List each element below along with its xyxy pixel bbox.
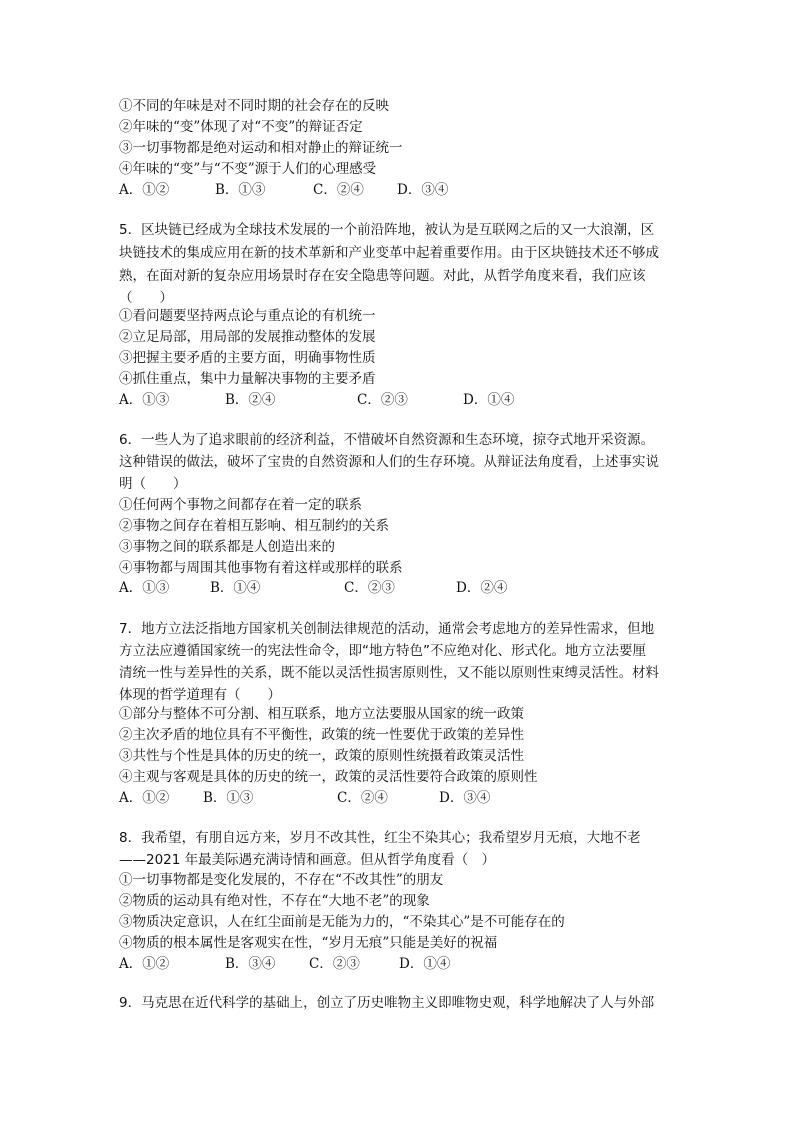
- option-4: ④年味的“变”与“不变”源于人们的心理感受: [119, 161, 377, 177]
- option-1: ①任何两个事物之间都存在着一定的联系: [119, 497, 362, 513]
- choice-a: A．①②: [119, 182, 170, 198]
- choice-b: B．③④: [225, 956, 276, 972]
- option-4: ④抓住重点，集中力量解决事物的主要矛盾: [119, 371, 376, 387]
- choice-c: C．②③: [309, 956, 360, 972]
- choice-d: D．③④: [439, 790, 491, 806]
- choice-c: C．②③: [344, 580, 395, 596]
- option-2: ②年味的“变”体现了对“不变”的辩证否定: [119, 119, 363, 135]
- choice-d: D．①④: [463, 392, 515, 408]
- question-stem-line: 清统一性与差异性的关系，既不能以灵活性损害原则性，又不能以原则性束缚灵活性。材料: [119, 665, 659, 681]
- answer-choices: [119, 578, 507, 598]
- option-3: ③把握主要矛盾的主要方面，明确事物性质: [119, 350, 376, 366]
- choice-b: B．①③: [215, 182, 266, 198]
- question-stem-line: 这种错误的做法，破坏了宝贵的自然资源和人们的生存环境。从辩证法角度看，上述事实说: [119, 454, 659, 470]
- answer-choices: [119, 954, 450, 974]
- question-stem-line: 6．一些人为了追求眼前的经济利益，不惜破坏自然资源和生态环境，掠夺式地开采资源。: [119, 432, 655, 448]
- question-stem-line: 9．马克思在近代科学的基础上，创立了历史唯物主义即唯物史观，科学地解决了人与外部: [119, 995, 655, 1011]
- question-stem-line: ——2021 年最美际遇充满诗情和画意。但从哲学角度看（ ）: [119, 852, 496, 868]
- choice-b: B．①④: [210, 580, 261, 596]
- question-stem-line: 方立法应遵循国家统一的宪法性命令，即“地方特色”不应绝对化、形式化。地方立法要厘: [119, 643, 646, 659]
- question-stem-line: 明（ ）: [119, 476, 187, 492]
- option-2: ②立足局部，用局部的发展推动整体的发展: [119, 329, 376, 345]
- option-1: ①部分与整体不可分割、相互联系，地方立法要服从国家的统一政策: [119, 706, 524, 722]
- question-stem-line: 8．我希望，有朋自远方来，岁月不改其性，红尘不染其心；我希望岁月无痕，大地不老: [119, 830, 641, 846]
- answer-blank: （ ）: [119, 290, 173, 306]
- choice-a: A．①③: [119, 392, 170, 408]
- option-1: ①看问题要坚持两点论与重点论的有机统一: [119, 308, 376, 324]
- option-4: ④事物都与周围其他事物有着这样或那样的联系: [119, 560, 403, 576]
- question-stem-line: 熟，在面对新的复杂应用场景时存在安全隐患等问题。对此，从哲学角度来看，我们应该: [119, 268, 646, 284]
- choice-b: B．②④: [225, 392, 276, 408]
- option-4: ④主观与客观是具体的历史的统一，政策的灵活性要符合政策的原则性: [119, 769, 538, 785]
- option-2: ②事物之间存在着相互影响、相互制约的关系: [119, 518, 389, 534]
- option-4: ④物质的根本属性是客观实在性，“岁月无痕”只能是美好的祝福: [119, 935, 498, 951]
- choice-c: C．②③: [357, 392, 408, 408]
- choice-a: A．①③: [119, 580, 170, 596]
- option-3: ③物质决定意识，人在红尘面前是无能为力的，“不染其心”是不可能存在的: [119, 914, 565, 930]
- option-3: ③共性与个性是具体的历史的统一，政策的原则性统摄着政策灵活性: [119, 748, 524, 764]
- option-3: ③一切事物都是绝对运动和相对静止的辩证统一: [119, 140, 403, 156]
- answer-choices: [119, 788, 490, 808]
- question-stem-line: 5．区块链已经成为全球技术发展的一个前沿阵地，被认为是互联网之后的又一大浪潮，区: [119, 222, 655, 238]
- answer-choices: [119, 180, 448, 200]
- option-2: ②主次矛盾的地位具有不平衡性，政策的统一性要优于政策的差异性: [119, 727, 524, 743]
- answer-choices: [119, 390, 514, 410]
- option-2: ②物质的运动具有绝对性，不存在“大地不老”的现象: [119, 893, 430, 909]
- choice-a: A．①②: [119, 956, 170, 972]
- question-stem-line: 体现的哲学道理有（ ）: [119, 687, 281, 703]
- choice-d: D．②④: [456, 580, 508, 596]
- choice-d: D．③④: [397, 182, 449, 198]
- option-3: ③事物之间的联系都是人创造出来的: [119, 539, 335, 555]
- choice-b: B．①③: [203, 790, 254, 806]
- choice-c: C．②④: [313, 182, 364, 198]
- question-stem-line: 7．地方立法泛指地方国家机关创制法律规范的活动，通常会考虑地方的差异性需求，但地: [119, 621, 655, 637]
- choice-a: A．①②: [119, 790, 170, 806]
- choice-d: D．①④: [399, 956, 451, 972]
- option-1: ①一切事物都是变化发展的，不存在“不改其性”的朋友: [119, 872, 444, 888]
- choice-c: C．②④: [337, 790, 388, 806]
- question-stem-line: 块链技术的集成应用在新的技术革新和产业变革中起着重要作用。由于区块链技术还不够成: [119, 245, 659, 261]
- option-1: ①不同的年味是对不同时期的社会存在的反映: [119, 98, 389, 114]
